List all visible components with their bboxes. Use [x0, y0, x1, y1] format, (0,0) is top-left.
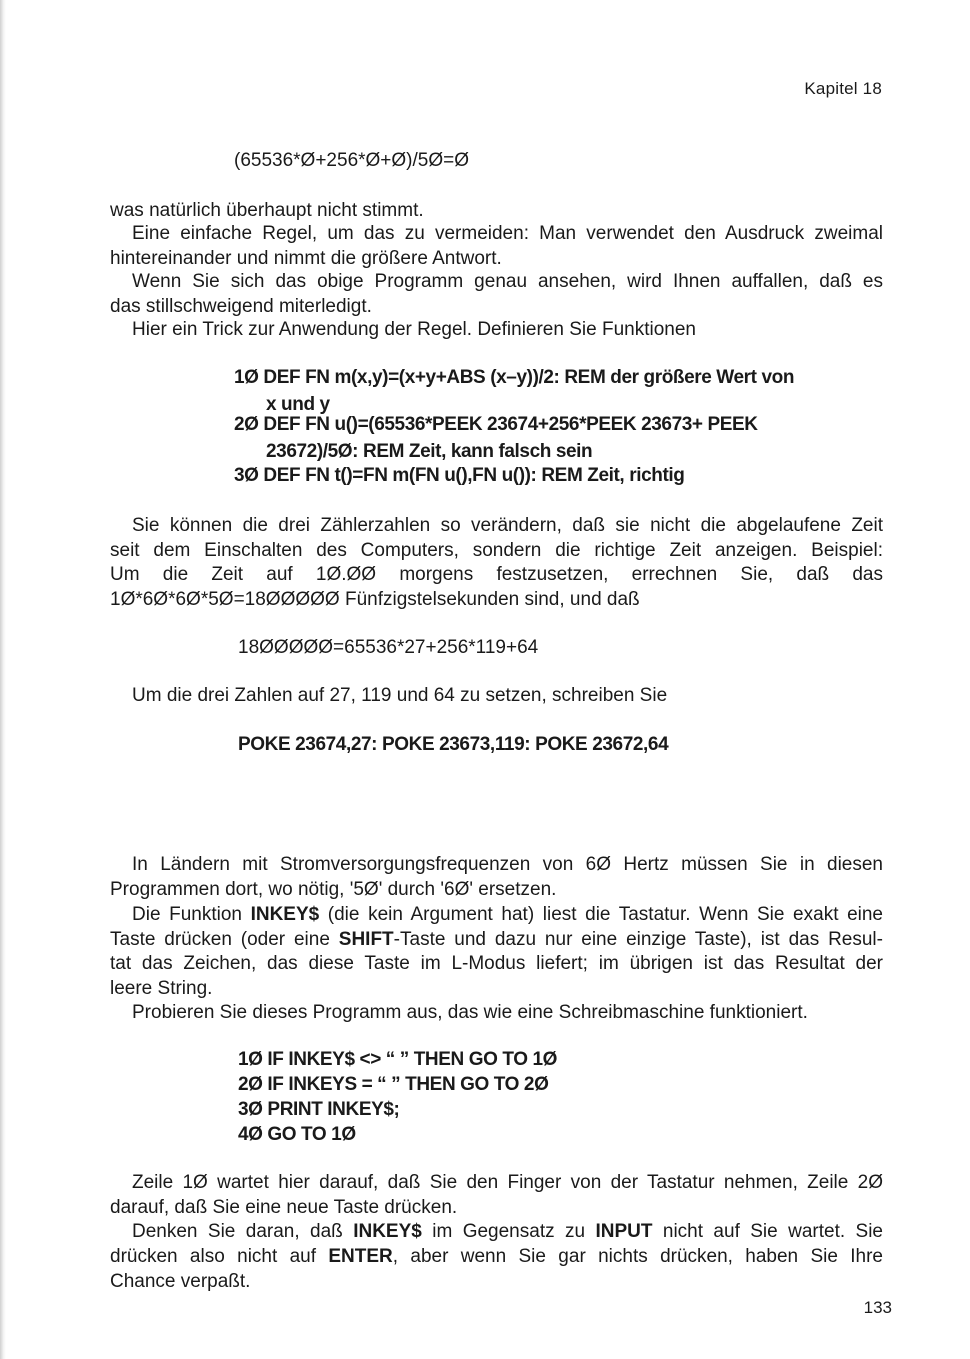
text-line: Um die drei Zahlen auf 27, 119 und 64 zu setzen, schreiben Sie — [132, 685, 668, 706]
text-line: drücken also nicht auf ENTER, aber wenn Sie gar nichts drücken, haben Sie Ihre — [110, 1246, 883, 1267]
text-line: seit dem Einschalten des Computers, sondern die richtige Zeit anzeigen. Beispiel: — [110, 540, 883, 561]
text-line: Zeile 1Ø wartet hier darauf, daß Sie den Finger von der Tastatur nehmen, Zeile 2Ø — [132, 1172, 883, 1193]
formula-1800000: 18ØØØØØ=65536*27+256*119+64 — [238, 637, 539, 658]
code-line-10: 1Ø DEF FN m(x,y)=(x+y+ABS (x–y))/2: REM der größere Wert von — [234, 367, 795, 388]
page-number: 133 — [863, 1298, 892, 1317]
text-line: 1Ø*6Ø*6Ø*5Ø=18ØØØØØ Fünfzigstelsekunden sind, und daß — [110, 589, 640, 610]
text-line: hintereinander und nimmt die größere Antwort. — [110, 248, 502, 269]
text-line: darauf, daß Sie eine neue Taste drücken. — [110, 1197, 458, 1218]
text-line: Sie können die drei Zählerzahlen so verändern, daß sie nicht die abgelaufene Zeit — [132, 515, 883, 536]
page-binding-edge — [0, 0, 6, 1359]
text-line: Wenn Sie sich das obige Programm genau ansehen, wird Ihnen auffallen, daß es — [132, 271, 883, 292]
text-line: In Ländern mit Stromversorgungsfrequenzen von 6Ø Hertz müssen Sie in diesen — [132, 854, 883, 875]
poke-command: POKE 23674,27: POKE 23673,119: POKE 23672,64 — [238, 734, 669, 755]
keyword-inkey: INKEY$ — [353, 1221, 422, 1242]
code-line-20: 2Ø IF INKEYS = “ ” THEN GO TO 2Ø — [238, 1074, 549, 1095]
text-line: Probieren Sie dieses Programm aus, das wie eine Schreibmaschine funktioniert. — [132, 1002, 808, 1023]
chapter-header: Kapitel 18 — [804, 79, 882, 98]
text-line: Die Funktion INKEY$ (die kein Argument hat) liest die Tastatur. Wenn Sie exakt eine — [132, 904, 883, 925]
text-line: das stillschweigend miterledigt. — [110, 296, 372, 317]
text-line: leere String. — [110, 978, 213, 999]
text-line: Chance verpaßt. — [110, 1271, 251, 1292]
text-line: was natürlich überhaupt nicht stimmt. — [110, 200, 424, 221]
code-line-30: 3Ø DEF FN t()=FN m(FN u(),FN u()): REM Zeit, richtig — [234, 465, 685, 486]
text-line: tat das Zeichen, das diese Taste im L-Modus liefert; im übrigen ist das Resultat der — [110, 953, 883, 974]
code-line-40: 4Ø GO TO 1Ø — [238, 1124, 356, 1145]
code-line-20: 2Ø DEF FN u()=(65536*PEEK 23674+256*PEEK 23673+ PEEK — [234, 414, 758, 435]
code-line-continuation: x und y — [266, 394, 330, 415]
keyword-input: INPUT — [595, 1221, 653, 1242]
keyword-inkey: INKEY$ — [250, 904, 320, 925]
text-line: Hier ein Trick zur Anwendung der Regel. Definieren Sie Funktionen — [132, 319, 696, 340]
text-line: Taste drücken (oder eine SHIFT-Taste und dazu nur eine einzige Taste), ist das Resul- — [110, 929, 883, 950]
text-line: Programmen dort, wo nötig, '5Ø' durch '6Ø' ersetzen. — [110, 879, 557, 900]
keyword-enter: ENTER — [328, 1246, 393, 1267]
text-line: Eine einfache Regel, um das zu vermeiden: Man verwendet den Ausdruck zweimal — [132, 223, 883, 244]
text-line: Um die Zeit auf 1Ø.ØØ morgens festzusetzen, errechnen Sie, daß das — [110, 564, 883, 585]
formula-zero: (65536*Ø+256*Ø+Ø)/5Ø=Ø — [234, 150, 470, 171]
keyword-shift: SHIFT — [338, 929, 394, 950]
code-line-continuation: 23672)/5Ø: REM Zeit, kann falsch sein — [266, 441, 593, 462]
code-line-10: 1Ø IF INKEY$ <> “ ” THEN GO TO 1Ø — [238, 1049, 558, 1070]
text-line: Denken Sie daran, daß INKEY$ im Gegensatz zu INPUT nicht auf Sie wartet. Sie — [132, 1221, 884, 1242]
code-line-30: 3Ø PRINT INKEY$; — [238, 1099, 400, 1120]
